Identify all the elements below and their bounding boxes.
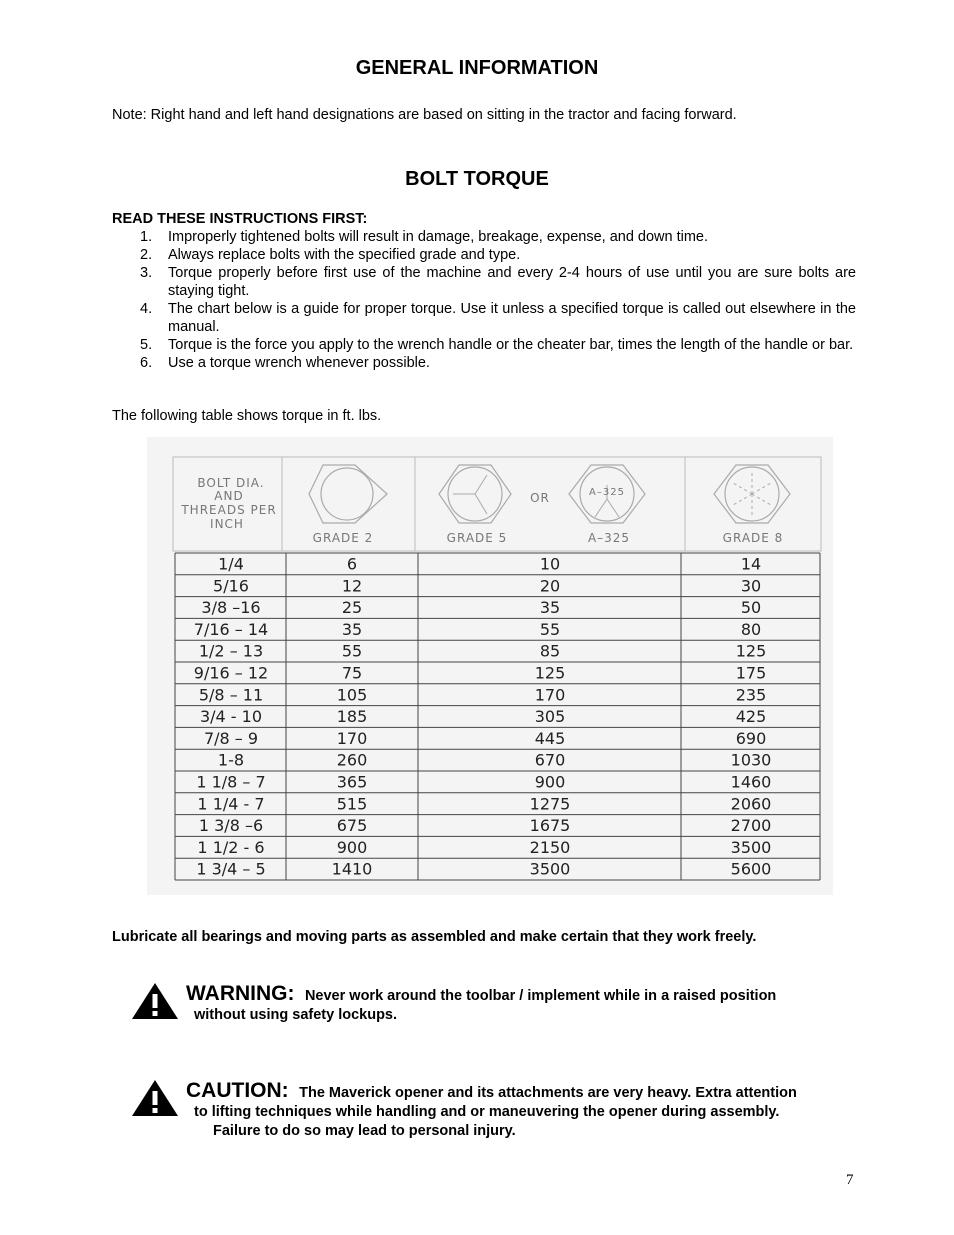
instruction-number: 5. (140, 337, 153, 353)
table-cell: 3500 (730, 837, 772, 857)
table-cell: 1 1/4 - 7 (197, 794, 265, 814)
table-cell: 35 (341, 619, 363, 639)
table-cell: 2060 (730, 794, 772, 814)
table-cell: 3500 (529, 859, 571, 879)
caution-line1 (186, 1079, 797, 1103)
table-cell: 670 (534, 750, 566, 770)
grade5-hex-icon (439, 465, 511, 523)
caution-text-2: to lifting techniques while handling and or maneuvering the opener during assembly. (194, 1104, 780, 1120)
table-cell: 1 3/8 –6 (198, 816, 264, 836)
table-cell: 85 (539, 641, 561, 661)
table-cell: 1-8 (217, 750, 245, 770)
table-cell: 55 (341, 641, 363, 661)
caution-title: CAUTION: (186, 1079, 289, 1102)
table-cell: 170 (336, 728, 368, 748)
table-cell: 5/16 (213, 576, 249, 596)
table-cell: 445 (534, 728, 566, 748)
table-cell: 1410 (331, 859, 373, 879)
header-bolt-dia-line2: AND (214, 489, 244, 503)
instruction-item (112, 336, 856, 354)
header-bolt-dia-line1: BOLT DIA. (197, 476, 265, 490)
table-cell: 5/8 – 11 (198, 685, 264, 705)
table-cell: 125 (735, 641, 767, 661)
table-cell: 1 1/2 - 6 (197, 837, 265, 857)
table-cell: 260 (336, 750, 368, 770)
warning-text-1: Never work around the toolbar / implement while in a raised position (304, 988, 777, 1004)
table-cell: 20 (539, 576, 561, 596)
table-cell: 425 (735, 707, 767, 727)
table-cell: 7/16 – 14 (193, 619, 269, 639)
header-grade5: GRADE 5 (446, 531, 508, 545)
table-cell: 1675 (529, 816, 571, 836)
instruction-item (112, 354, 856, 372)
grade2-hex-icon (309, 465, 387, 523)
instruction-item (112, 300, 856, 336)
torque-table (147, 437, 833, 895)
table-cell: 1275 (529, 794, 571, 814)
bolt-torque-title: BOLT TORQUE (405, 168, 549, 190)
table-cell: 900 (534, 772, 566, 792)
table-cell: 2700 (730, 816, 772, 836)
header-bolt-dia-line4: INCH (210, 517, 244, 531)
table-cell: 75 (341, 663, 363, 683)
warning-text-2: without using safety lockups. (194, 1007, 398, 1023)
instruction-number: 3. (140, 265, 153, 281)
note-text: Note: Right hand and left hand designations are based on sitting in the tractor and facing forward. (112, 107, 737, 123)
table-cell: 900 (336, 837, 368, 857)
header-grade2: GRADE 2 (312, 531, 374, 545)
table-intro: The following table shows torque in ft. lbs. (112, 408, 382, 424)
table-cell: 185 (336, 707, 368, 727)
table-cell: 105 (336, 685, 368, 705)
instructions-heading: READ THESE INSTRUCTIONS FIRST: (112, 211, 368, 227)
table-cell: 1/4 (218, 554, 244, 574)
instruction-text: Torque is the force you apply to the wrench handle or the cheater bar, times the length of the handle or bar. (168, 337, 854, 353)
instruction-item (112, 228, 856, 246)
table-cell: 515 (336, 794, 368, 814)
table-cell: 365 (336, 772, 368, 792)
grade8-hex-icon (714, 465, 790, 523)
table-cell: 1 1/8 – 7 (196, 772, 266, 792)
instruction-number: 6. (140, 355, 153, 371)
instruction-text: Torque properly before first use of the machine and every 2-4 hours of use until you are sure bolts are staying tight. (168, 265, 856, 299)
instruction-number: 1. (140, 229, 153, 245)
instruction-text: Improperly tightened bolts will result in damage, breakage, expense, and down time. (168, 229, 709, 245)
caution-triangle-icon (130, 1078, 180, 1118)
instruction-text: Always replace bolts with the specified grade and type. (168, 247, 521, 263)
table-cell: 2150 (529, 837, 571, 857)
table-cell: 690 (735, 728, 767, 748)
instruction-item (112, 246, 856, 264)
page-number: 7 (846, 1172, 854, 1188)
table-cell: 3/8 –16 (201, 598, 261, 618)
table-cell: 50 (740, 598, 762, 618)
header-bolt-dia-line3: THREADS PER (181, 503, 277, 517)
a325-mark-text: A–325 (589, 487, 625, 498)
table-cell: 30 (740, 576, 762, 596)
table-cell: 675 (336, 816, 368, 836)
table-cell: 10 (539, 554, 561, 574)
caution-text-1: The Maverick opener and its attachments are very heavy. Extra attention (299, 1085, 797, 1101)
warning-title: WARNING: (186, 982, 295, 1005)
instruction-number: 2. (140, 247, 153, 263)
header-grade8: GRADE 8 (722, 531, 784, 545)
general-information-title: GENERAL INFORMATION (355, 57, 599, 79)
instruction-text: Use a torque wrench whenever possible. (168, 355, 430, 371)
table-cell: 14 (740, 554, 762, 574)
instruction-number: 4. (140, 301, 153, 317)
table-cell: 3/4 - 10 (199, 707, 263, 727)
caution-text-3: Failure to do so may lead to personal injury. (213, 1123, 516, 1139)
header-a325: A–325 (587, 531, 631, 545)
table-cell: 80 (740, 619, 762, 639)
table-cell: 35 (539, 598, 561, 618)
table-cell: 55 (539, 619, 561, 639)
table-cell: 25 (341, 598, 363, 618)
table-cell: 7/8 – 9 (203, 728, 259, 748)
table-cell: 1460 (730, 772, 772, 792)
instructions-list (112, 228, 856, 372)
table-cell: 5600 (730, 859, 772, 879)
warning-line1 (186, 982, 776, 1006)
table-cell: 305 (534, 707, 566, 727)
table-cell: 170 (534, 685, 566, 705)
table-cell: 235 (735, 685, 767, 705)
table-cell: 6 (346, 554, 358, 574)
table-cell: 125 (534, 663, 566, 683)
table-cell: 1/2 – 13 (198, 641, 264, 661)
instruction-text: The chart below is a guide for proper torque. Use it unless a specified torque is called out elsewhere in the manual. (168, 301, 856, 335)
table-cell: 1030 (730, 750, 772, 770)
warning-triangle-icon (130, 981, 180, 1021)
lubricate-text: Lubricate all bearings and moving parts as assembled and make certain that they work freely. (112, 929, 757, 945)
table-cell: 9/16 – 12 (193, 663, 269, 683)
table-cell: 1 3/4 – 5 (196, 859, 266, 879)
instruction-item (112, 264, 856, 300)
table-cell: 12 (341, 576, 363, 596)
table-cell: 175 (735, 663, 767, 683)
header-or: OR (530, 491, 550, 505)
